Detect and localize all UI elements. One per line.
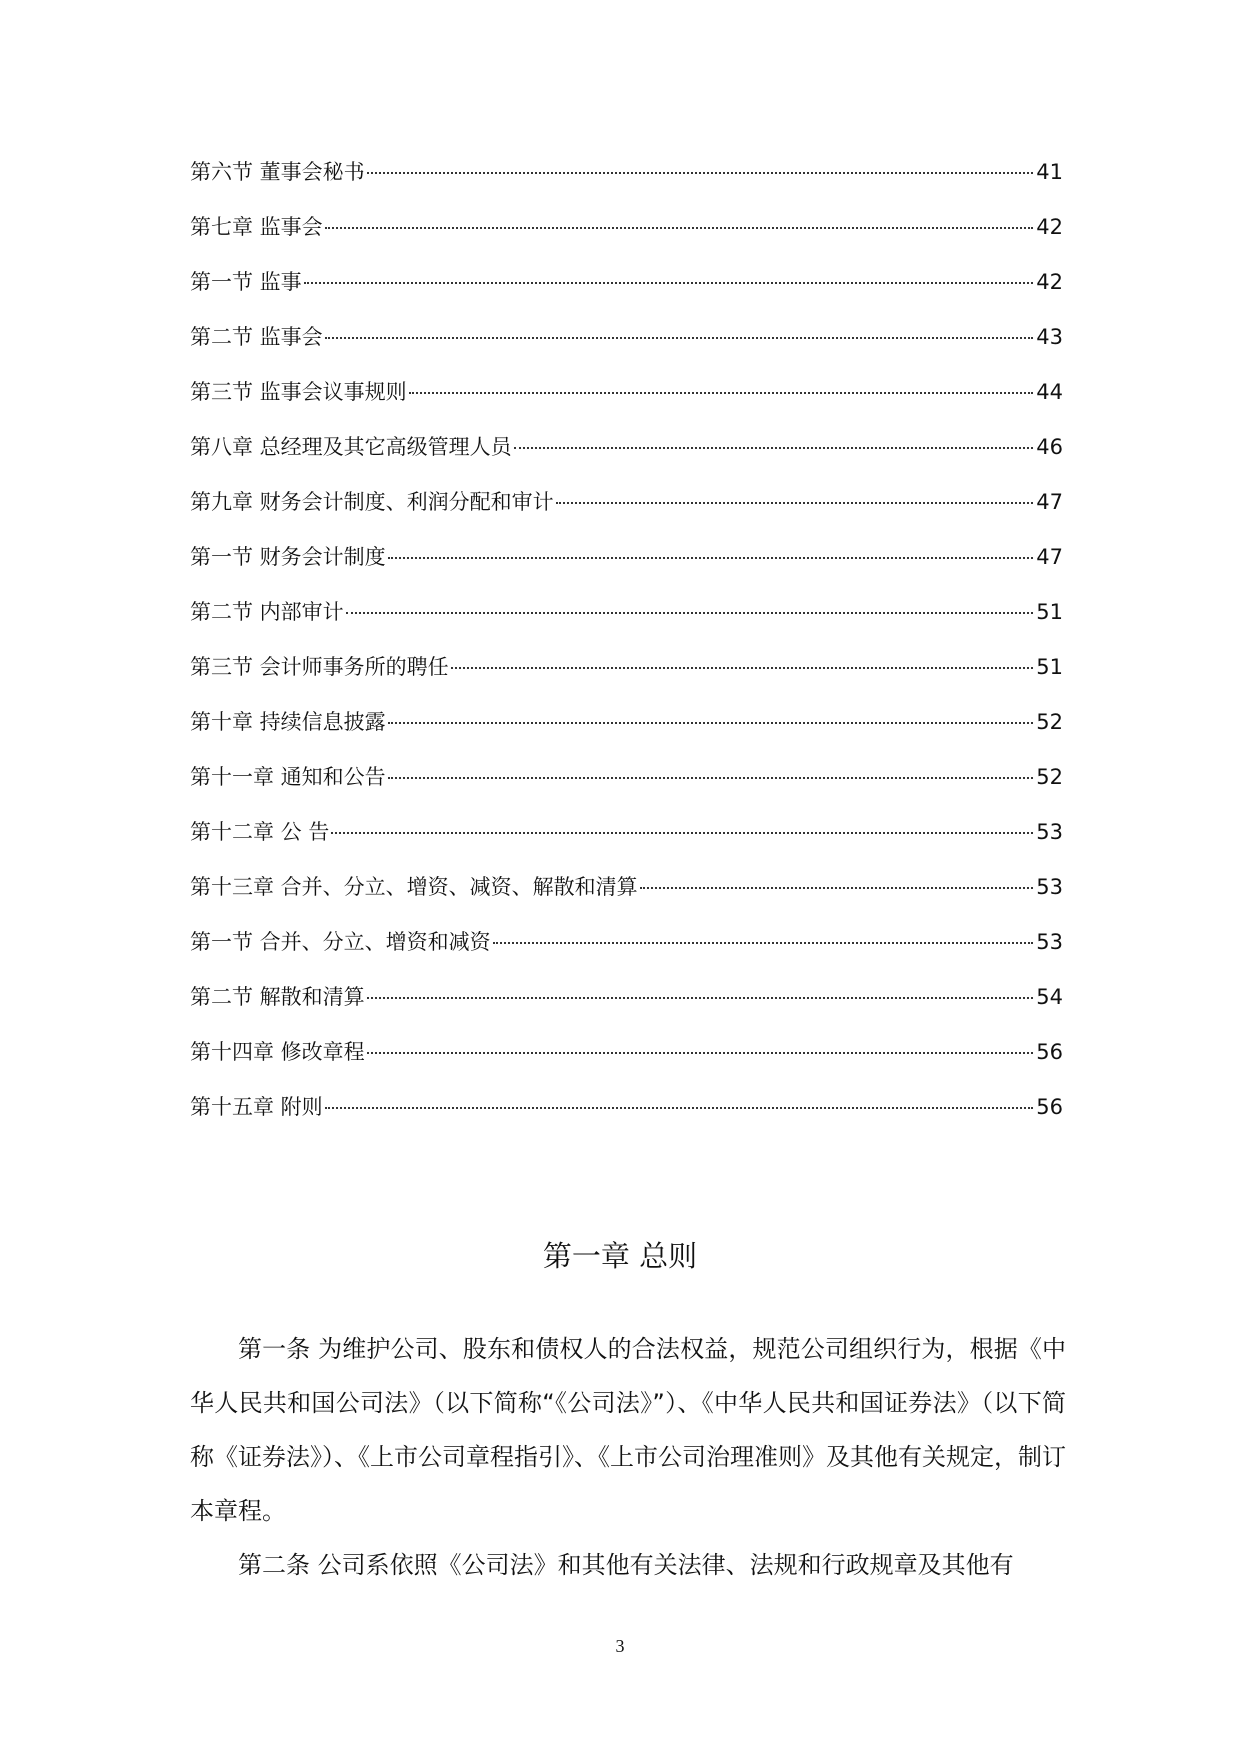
toc-entry-label: 第二节 监事会 [190,325,323,349]
toc-entry-page: 51 [1036,655,1063,679]
toc-entry-page: 42 [1036,215,1063,239]
toc-dot-leader [388,777,1034,779]
toc-dot-leader [304,282,1034,284]
toc-entry[interactable] [190,434,1063,489]
toc-entry-page: 42 [1036,270,1063,294]
toc-entry-label: 第十五章 附则 [190,1095,323,1119]
toc-entry-page: 43 [1036,325,1063,349]
toc-entry[interactable] [190,544,1063,599]
toc-entry[interactable] [190,1094,1063,1149]
toc-entry-page: 52 [1036,765,1063,789]
toc-entry-page: 53 [1036,820,1063,844]
toc-entry-label: 第一节 财务会计制度 [190,545,386,569]
toc-entry-label: 第三节 会计师事务所的聘任 [190,655,449,679]
toc-entry-label: 第九章 财务会计制度、利润分配和审计 [190,490,554,514]
toc-dot-leader [346,612,1034,614]
toc-entry-page: 51 [1036,600,1063,624]
toc-dot-leader [409,392,1034,394]
toc-dot-leader [367,1052,1034,1054]
toc-entry[interactable] [190,324,1063,379]
toc-entry-label: 第十一章 通知和公告 [190,765,386,789]
toc-entry-label: 第十二章 公 告 [190,820,330,844]
toc-entry-label: 第八章 总经理及其它高级管理人员 [190,435,512,459]
toc-entry-label: 第七章 监事会 [190,215,323,239]
toc-entry-label: 第十章 持续信息披露 [190,710,386,734]
toc-entry-page: 41 [1036,160,1063,184]
toc-entry-page: 56 [1036,1040,1063,1064]
toc-entry[interactable] [190,269,1063,324]
toc-entry[interactable] [190,159,1063,214]
toc-entry-label: 第三节 监事会议事规则 [190,380,407,404]
toc-entry-page: 46 [1036,435,1063,459]
article-paragraph: 第二条 公司系依照《公司法》和其他有关法律、法规和行政规章及其他有 [238,1551,1014,1579]
toc-entry[interactable] [190,984,1063,1039]
toc-dot-leader [331,832,1033,834]
toc-dot-leader [493,942,1034,944]
toc-dot-leader [325,227,1034,229]
toc-entry-label: 第十四章 修改章程 [190,1040,365,1064]
toc-entry-label: 第六节 董事会秘书 [190,160,365,184]
toc-entry-label: 第一节 监事 [190,270,302,294]
toc-entry[interactable] [190,1039,1063,1094]
toc-entry[interactable] [190,654,1063,709]
chapter-title: 第一章 总则 [542,1239,698,1273]
toc-dot-leader [367,172,1034,174]
toc-dot-leader [388,557,1034,559]
toc-dot-leader [325,1107,1034,1109]
page-number: 3 [615,1636,625,1656]
toc-dot-leader [556,502,1034,504]
toc-dot-leader [640,887,1034,889]
toc-dot-leader [451,667,1034,669]
toc-entry[interactable] [190,379,1063,434]
toc-entry-label: 第十三章 合并、分立、增资、减资、解散和清算 [190,875,638,899]
toc-entry-label: 第二节 解散和清算 [190,985,365,1009]
table-of-contents [190,159,1063,1149]
toc-entry-page: 47 [1036,490,1063,514]
toc-dot-leader [388,722,1034,724]
toc-dot-leader [325,337,1034,339]
toc-entry[interactable] [190,489,1063,544]
toc-entry[interactable] [190,819,1063,874]
toc-dot-leader [367,997,1034,999]
toc-entry[interactable] [190,929,1063,984]
toc-entry-page: 53 [1036,875,1063,899]
toc-entry-label: 第二节 内部审计 [190,600,344,624]
toc-entry-page: 53 [1036,930,1063,954]
toc-entry-page: 47 [1036,545,1063,569]
toc-entry[interactable] [190,599,1063,654]
article-paragraph: 第一条 为维护公司、股东和债权人的合法权益，规范公司组织行为，根据《中华人民共和国公司法》（以下简称“《公司法》”）、《中华人民共和国证券法》（以下简称《证券法》）、《上市公司章程指引》、《上市公司治理准则》及其他有关规定，制订本章程。 [190,1335,1066,1525]
toc-entry-page: 44 [1036,380,1063,404]
toc-entry-page: 54 [1036,985,1063,1009]
toc-entry[interactable] [190,764,1063,819]
toc-entry-page: 52 [1036,710,1063,734]
toc-entry[interactable] [190,709,1063,764]
toc-entry-label: 第一节 合并、分立、增资和减资 [190,930,491,954]
toc-entry-page: 56 [1036,1095,1063,1119]
toc-entry[interactable] [190,874,1063,929]
toc-entry[interactable] [190,214,1063,269]
toc-dot-leader [514,447,1034,449]
